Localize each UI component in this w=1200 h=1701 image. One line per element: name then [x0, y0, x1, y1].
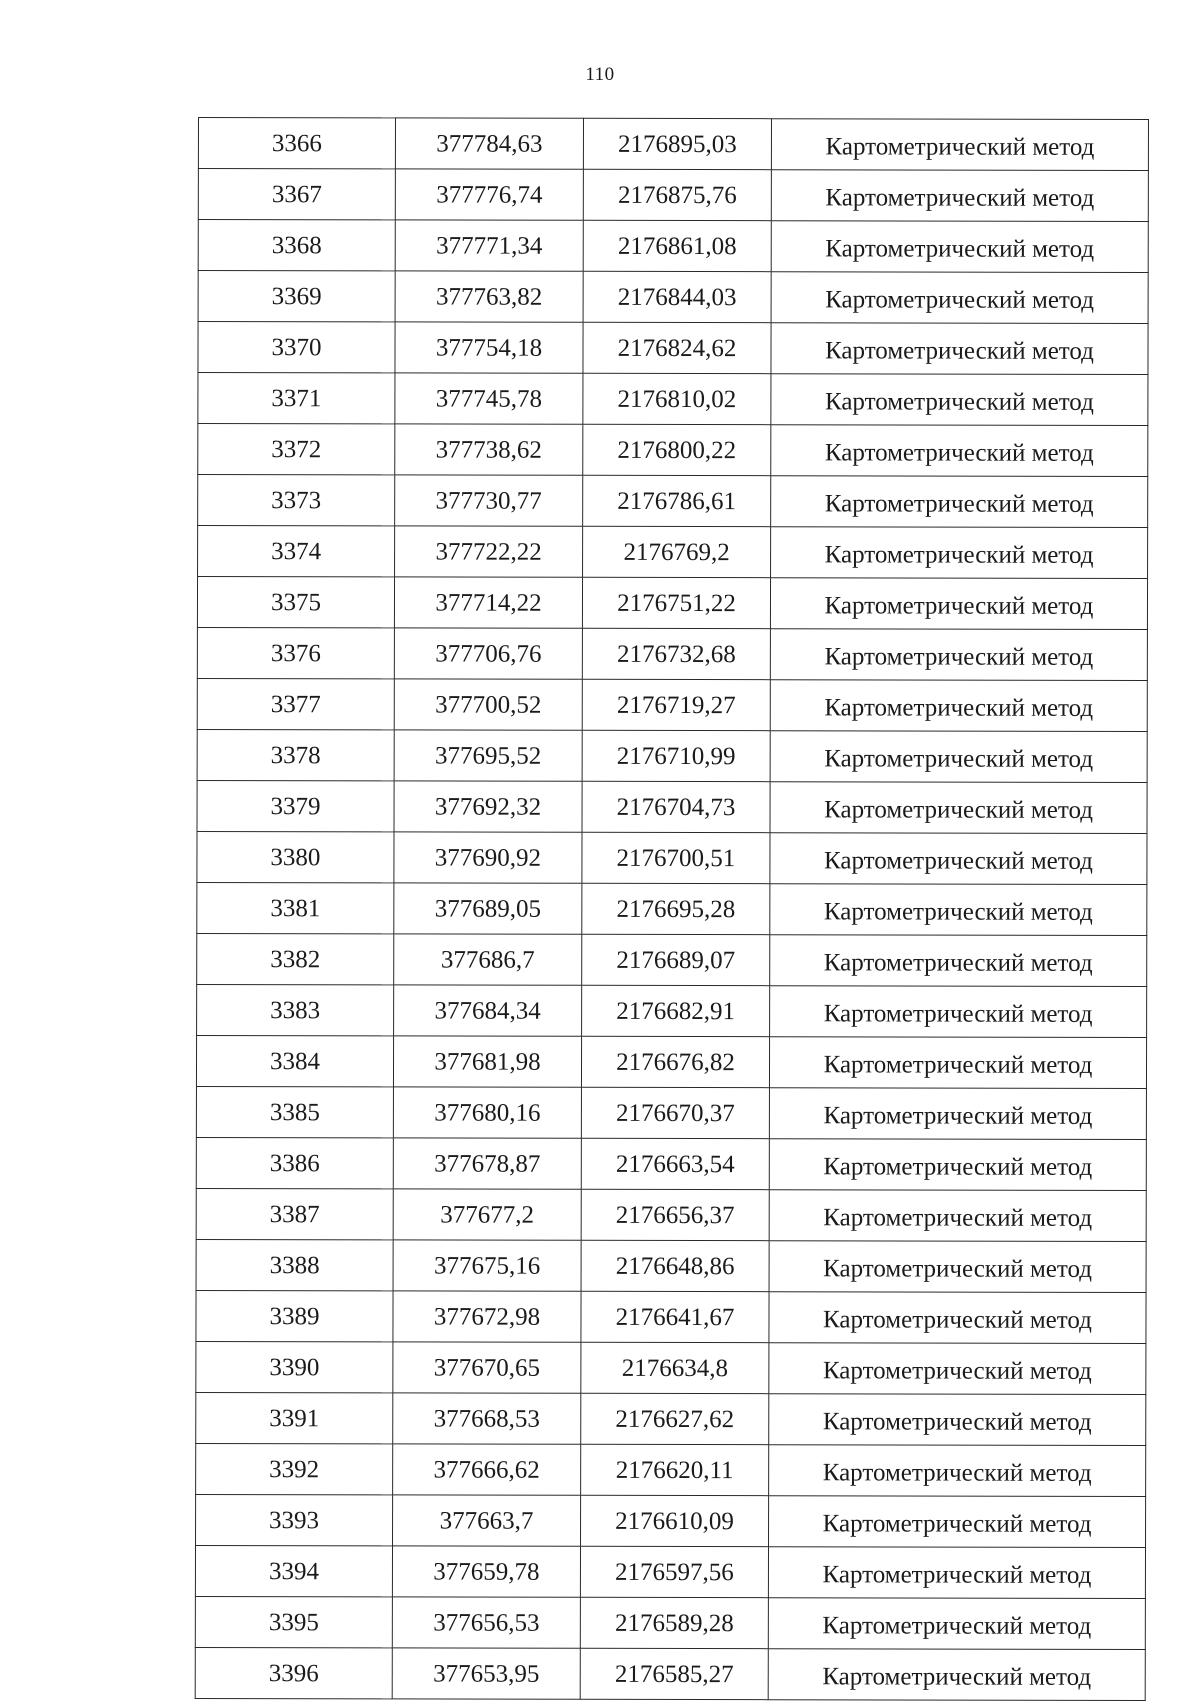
table-row [198, 271, 1148, 324]
method-cell: Картометрический метод [771, 323, 1148, 375]
point-number-cell: 3368 [198, 220, 395, 271]
table-row [197, 780, 1147, 833]
y-coordinate-cell: 2176719,27 [582, 679, 770, 730]
y-coordinate-cell: 2176682,91 [582, 985, 770, 1036]
method-cell: Картометрический метод [770, 578, 1147, 630]
method-cell: Картометрический метод [770, 731, 1147, 783]
y-coordinate-cell: 2176656,37 [581, 1189, 769, 1240]
method-cell: Картометрический метод [769, 1241, 1146, 1293]
method-cell: Картометрический метод [771, 221, 1148, 273]
x-coordinate-cell: 377700,52 [394, 679, 582, 730]
point-number-cell: 3394 [195, 1545, 392, 1596]
x-coordinate-cell: 377684,34 [394, 985, 582, 1036]
method-cell: Картометрический метод [769, 1139, 1146, 1191]
x-coordinate-cell: 377738,62 [395, 424, 583, 475]
method-cell: Картометрический метод [769, 1394, 1146, 1446]
y-coordinate-cell: 2176704,73 [582, 781, 770, 832]
y-coordinate-cell: 2176861,08 [583, 220, 771, 271]
point-number-cell: 3366 [198, 118, 395, 169]
point-number-cell: 3377 [197, 678, 394, 729]
method-cell: Картометрический метод [771, 374, 1148, 426]
method-cell: Картометрический метод [768, 1547, 1145, 1599]
table-row [196, 1137, 1146, 1190]
point-number-cell: 3378 [197, 729, 394, 780]
method-cell: Картометрический метод [771, 170, 1148, 222]
point-number-cell: 3385 [196, 1086, 393, 1137]
table-row [198, 322, 1148, 375]
point-number-cell: 3372 [198, 424, 395, 475]
x-coordinate-cell: 377663,7 [393, 1495, 581, 1546]
x-coordinate-cell: 377656,53 [392, 1597, 580, 1648]
x-coordinate-cell: 377670,65 [393, 1342, 581, 1393]
point-number-cell: 3371 [198, 373, 395, 424]
x-coordinate-cell: 377680,16 [393, 1087, 581, 1138]
method-cell: Картометрический метод [771, 119, 1148, 171]
point-number-cell: 3390 [196, 1341, 393, 1392]
point-number-cell: 3389 [196, 1290, 393, 1341]
point-number-cell: 3384 [196, 1035, 393, 1086]
table-row [197, 678, 1147, 731]
method-cell: Картометрический метод [770, 833, 1147, 885]
table-row [198, 118, 1148, 171]
point-number-cell: 3374 [198, 526, 395, 577]
y-coordinate-cell: 2176627,62 [581, 1393, 769, 1444]
x-coordinate-cell: 377745,78 [395, 373, 583, 424]
point-number-cell: 3386 [196, 1137, 393, 1188]
x-coordinate-cell: 377672,98 [393, 1291, 581, 1342]
point-number-cell: 3373 [198, 475, 395, 526]
method-cell: Картометрический метод [769, 1343, 1146, 1395]
y-coordinate-cell: 2176589,28 [580, 1597, 768, 1648]
x-coordinate-cell: 377666,62 [393, 1444, 581, 1495]
y-coordinate-cell: 2176824,62 [583, 322, 771, 373]
table-row [196, 1494, 1146, 1547]
y-coordinate-cell: 2176695,28 [582, 883, 770, 934]
x-coordinate-cell: 377686,7 [394, 934, 582, 985]
table-row [198, 373, 1148, 426]
method-cell: Картометрический метод [771, 476, 1148, 528]
y-coordinate-cell: 2176786,61 [583, 475, 771, 526]
x-coordinate-cell: 377668,53 [393, 1393, 581, 1444]
x-coordinate-cell: 377692,32 [394, 781, 582, 832]
x-coordinate-cell: 377653,95 [392, 1648, 580, 1699]
point-number-cell: 3375 [197, 577, 394, 628]
method-cell: Картометрический метод [769, 1445, 1146, 1497]
x-coordinate-cell: 377771,34 [395, 220, 583, 271]
table-row [197, 577, 1147, 630]
y-coordinate-cell: 2176620,11 [581, 1444, 769, 1495]
point-number-cell: 3392 [196, 1443, 393, 1494]
x-coordinate-cell: 377763,82 [395, 271, 583, 322]
method-cell: Картометрический метод [769, 1292, 1146, 1344]
x-coordinate-cell: 377784,63 [395, 118, 583, 169]
method-cell: Картометрический метод [769, 1190, 1146, 1242]
table-row [197, 729, 1147, 782]
x-coordinate-cell: 377706,76 [394, 628, 582, 679]
x-coordinate-cell: 377776,74 [395, 169, 583, 220]
table-row [198, 424, 1148, 477]
y-coordinate-cell: 2176810,02 [583, 373, 771, 424]
method-cell: Картометрический метод [768, 1598, 1145, 1650]
x-coordinate-cell: 377675,16 [393, 1240, 581, 1291]
table-row [195, 1545, 1145, 1598]
y-coordinate-cell: 2176875,76 [583, 169, 771, 220]
y-coordinate-cell: 2176670,37 [581, 1087, 769, 1138]
table-row [196, 1086, 1146, 1139]
method-cell: Картометрический метод [769, 1037, 1146, 1089]
x-coordinate-cell: 377730,77 [395, 475, 583, 526]
coordinates-table [195, 117, 1149, 1701]
method-cell: Картометрический метод [769, 1496, 1146, 1548]
table-row [196, 1035, 1146, 1088]
table-row [196, 1341, 1146, 1394]
method-cell: Картометрический метод [770, 935, 1147, 987]
y-coordinate-cell: 2176732,68 [582, 628, 770, 679]
point-number-cell: 3383 [197, 984, 394, 1035]
method-cell: Картометрический метод [770, 884, 1147, 936]
x-coordinate-cell: 377678,87 [393, 1138, 581, 1189]
table-row [198, 169, 1148, 222]
table-row [196, 1392, 1146, 1445]
method-cell: Картометрический метод [770, 629, 1147, 681]
method-cell: Картометрический метод [771, 425, 1148, 477]
point-number-cell: 3387 [196, 1188, 393, 1239]
table-row [197, 882, 1147, 935]
x-coordinate-cell: 377677,2 [393, 1189, 581, 1240]
table-row [197, 933, 1147, 986]
table-row [196, 1443, 1146, 1496]
method-cell: Картометрический метод [768, 1649, 1145, 1701]
x-coordinate-cell: 377689,05 [394, 883, 582, 934]
table-row [198, 220, 1148, 273]
y-coordinate-cell: 2176676,82 [581, 1036, 769, 1087]
point-number-cell: 3393 [196, 1494, 393, 1545]
point-number-cell: 3370 [198, 322, 395, 373]
table-row [197, 831, 1147, 884]
table-row [196, 1188, 1146, 1241]
method-cell: Картометрический метод [771, 272, 1148, 324]
table-row [195, 1596, 1145, 1649]
y-coordinate-cell: 2176769,2 [583, 526, 771, 577]
point-number-cell: 3395 [195, 1596, 392, 1647]
x-coordinate-cell: 377754,18 [395, 322, 583, 373]
point-number-cell: 3367 [198, 169, 395, 220]
method-cell: Картометрический метод [771, 527, 1148, 579]
y-coordinate-cell: 2176648,86 [581, 1240, 769, 1291]
y-coordinate-cell: 2176641,67 [581, 1291, 769, 1342]
page-number: 110 [585, 64, 615, 85]
point-number-cell: 3388 [196, 1239, 393, 1290]
method-cell: Картометрический метод [769, 1088, 1146, 1140]
point-number-cell: 3382 [197, 933, 394, 984]
point-number-cell: 3376 [197, 627, 394, 678]
method-cell: Картометрический метод [770, 680, 1147, 732]
method-cell: Картометрический метод [770, 986, 1147, 1038]
table-row [198, 475, 1148, 528]
y-coordinate-cell: 2176689,07 [582, 934, 770, 985]
point-number-cell: 3391 [196, 1392, 393, 1443]
y-coordinate-cell: 2176800,22 [583, 424, 771, 475]
x-coordinate-cell: 377722,22 [395, 526, 583, 577]
y-coordinate-cell: 2176585,27 [580, 1648, 768, 1699]
table-row [195, 1647, 1145, 1700]
method-cell: Картометрический метод [770, 782, 1147, 834]
point-number-cell: 3369 [198, 271, 395, 322]
x-coordinate-cell: 377714,22 [394, 577, 582, 628]
table-row [196, 1239, 1146, 1292]
y-coordinate-cell: 2176610,09 [581, 1495, 769, 1546]
y-coordinate-cell: 2176597,56 [580, 1546, 768, 1597]
y-coordinate-cell: 2176634,8 [581, 1342, 769, 1393]
x-coordinate-cell: 377690,92 [394, 832, 582, 883]
y-coordinate-cell: 2176710,99 [582, 730, 770, 781]
y-coordinate-cell: 2176663,54 [581, 1138, 769, 1189]
table-row [197, 627, 1147, 680]
point-number-cell: 3379 [197, 780, 394, 831]
y-coordinate-cell: 2176751,22 [582, 577, 770, 628]
point-number-cell: 3381 [197, 882, 394, 933]
x-coordinate-cell: 377695,52 [394, 730, 582, 781]
y-coordinate-cell: 2176700,51 [582, 832, 770, 883]
coordinates-table-body [195, 118, 1148, 1701]
y-coordinate-cell: 2176844,03 [583, 271, 771, 322]
y-coordinate-cell: 2176895,03 [583, 118, 771, 169]
point-number-cell: 3380 [197, 831, 394, 882]
x-coordinate-cell: 377659,78 [392, 1546, 580, 1597]
table-row [198, 526, 1148, 579]
point-number-cell: 3396 [195, 1647, 392, 1698]
table-row [196, 1290, 1146, 1343]
x-coordinate-cell: 377681,98 [393, 1036, 581, 1087]
table-row [197, 984, 1147, 1037]
